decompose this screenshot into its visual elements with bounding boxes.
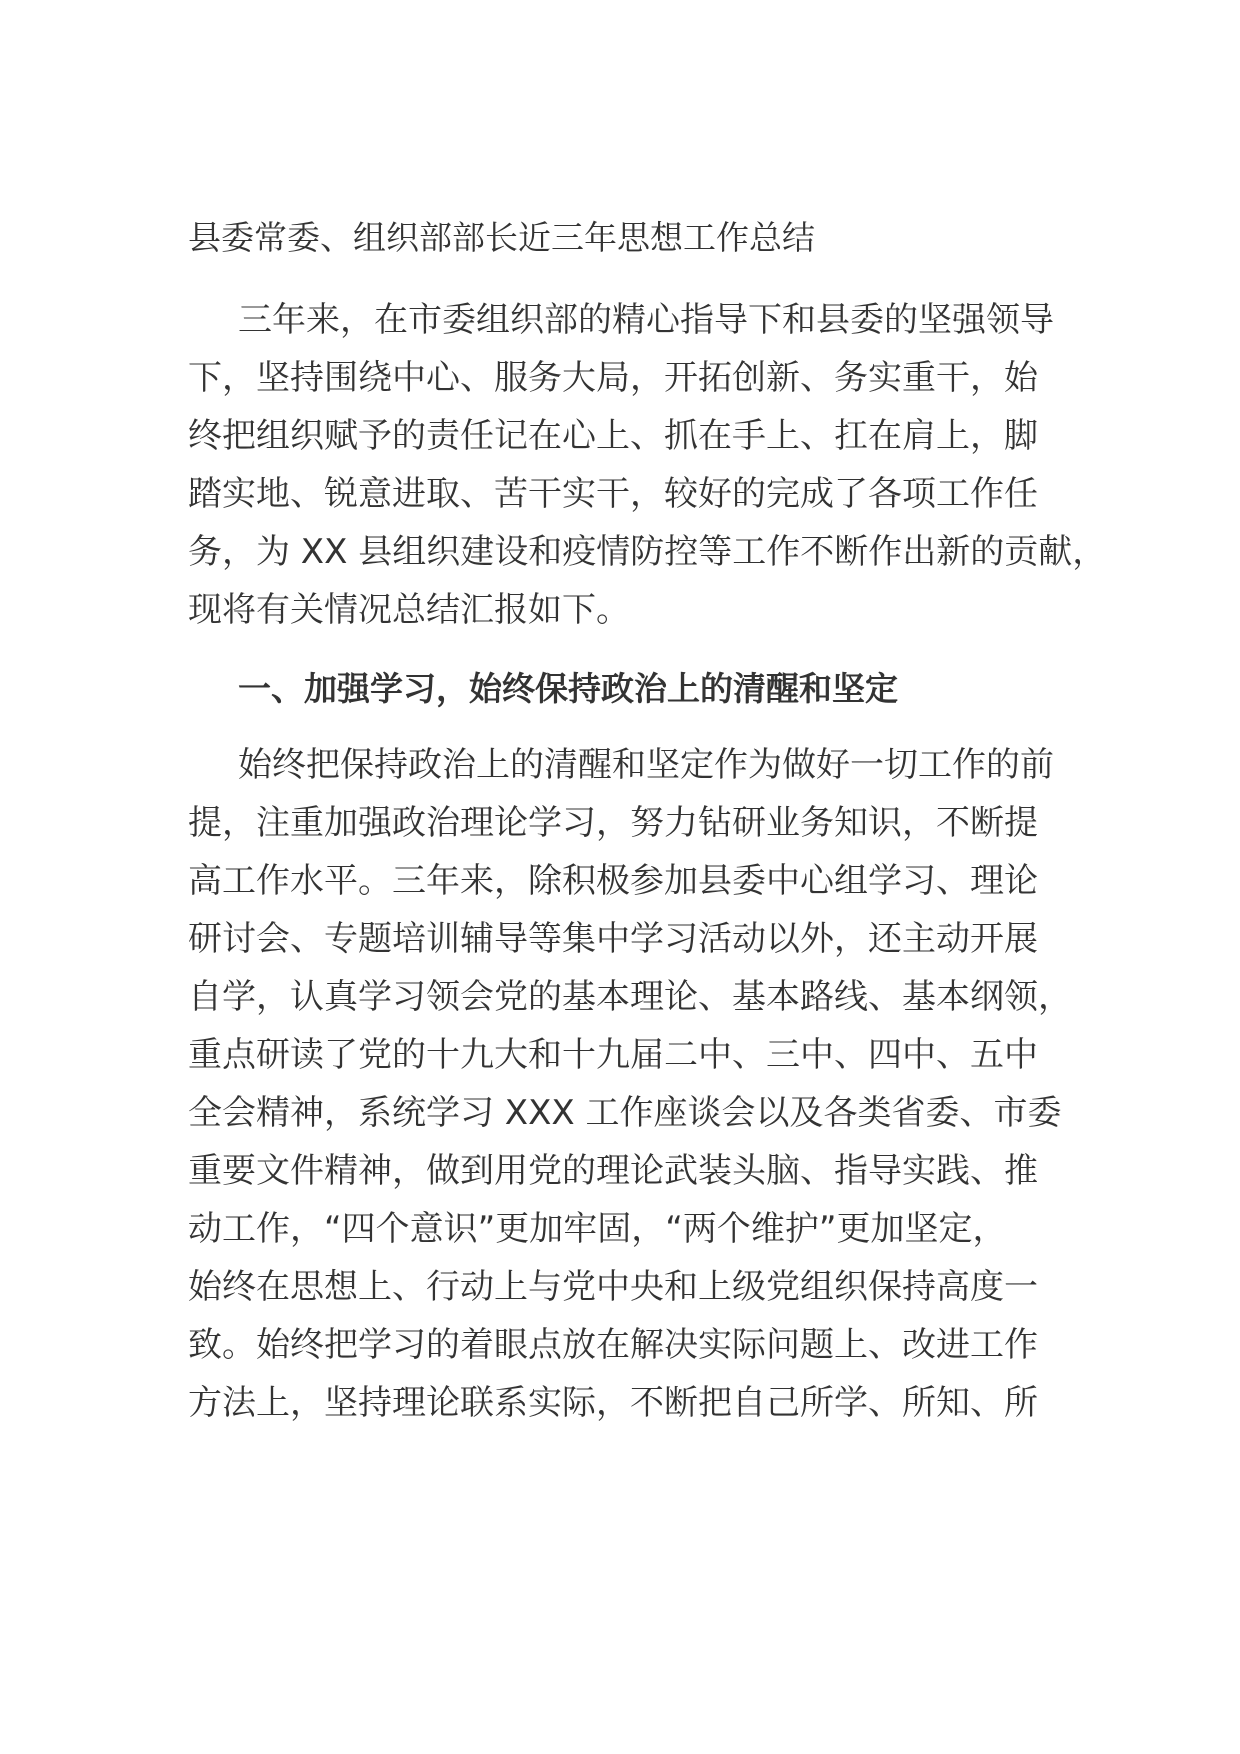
paragraph-line: 致。始终把学习的着眼点放在解决实际问题上、改进工作 (188, 1325, 1038, 1365)
paragraph-line: 踏实地、锐意进取、苦干实干，较好的完成了各项工作任 (188, 474, 1038, 514)
section-heading: 一、加强学习，始终保持政治上的清醒和坚定 (238, 669, 898, 708)
paragraph-line: 重要文件精神，做到用党的理论武装头脑、指导实践、推 (188, 1151, 1038, 1191)
paragraph-line: 高工作水平。三年来，除积极参加县委中心组学习、理论 (188, 861, 1038, 901)
paragraph-line: 研讨会、专题培训辅导等集中学习活动以外，还主动开展 (188, 919, 1038, 959)
paragraph-line: 方法上，坚持理论联系实际，不断把自己所学、所知、所 (188, 1383, 1038, 1423)
paragraph-line: 三年来，在市委组织部的精心指导下和县委的坚强领导 (238, 300, 1054, 340)
paragraph-line: 始终把保持政治上的清醒和坚定作为做好一切工作的前 (238, 745, 1054, 785)
paragraph-line: 务，为 XX 县组织建设和疫情防控等工作不断作出新的贡献， (188, 532, 1107, 572)
paragraph-line: 现将有关情况总结汇报如下。 (188, 590, 630, 630)
document-title: 县委常委、组织部部长近三年思想工作总结 (188, 218, 815, 257)
paragraph-line: 动工作，“四个意识”更加牢固，“两个维护”更加坚定， (188, 1209, 1007, 1249)
paragraph-line: 重点研读了党的十九大和十九届二中、三中、四中、五中 (188, 1035, 1038, 1075)
paragraph-line: 始终在思想上、行动上与党中央和上级党组织保持高度一 (188, 1267, 1038, 1307)
paragraph-line: 下，坚持围绕中心、服务大局，开拓创新、务实重干，始 (188, 358, 1038, 398)
paragraph-line: 自学，认真学习领会党的基本理论、基本路线、基本纲领， (188, 977, 1072, 1017)
paragraph-line: 终把组织赋予的责任记在心上、抓在手上、扛在肩上，脚 (188, 416, 1038, 456)
paragraph-line: 提，注重加强政治理论学习，努力钻研业务知识，不断提 (188, 803, 1038, 843)
paragraph-line: 全会精神，系统学习 XXX 工作座谈会以及各类省委、市委 (188, 1093, 1062, 1133)
